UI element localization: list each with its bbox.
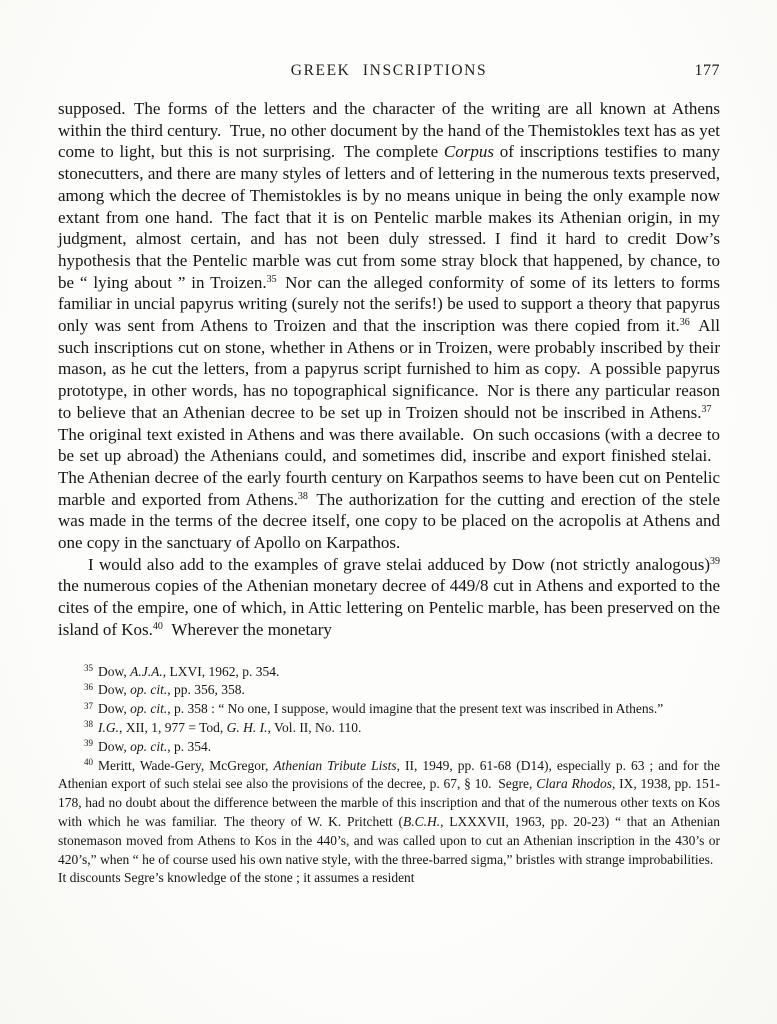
footnote-38	[58, 719, 720, 738]
text-run: Dow,	[98, 701, 131, 717]
text-run: Wherever the monetary	[162, 619, 332, 639]
text-run: The original text existed in Athens and was there available. On such occasions (with a decree to be set up abroad) the Athenians could, and sometimes did, inscribe and export finished stelai. The Athenian decree of the early fourth century on Karpathos seems to have been cut on Pentelic marble and exported from Athens.	[58, 402, 720, 509]
footnotes-section	[58, 663, 720, 889]
text-run: The authorization for the cutting and erection of the stele was made in the terms of the decree itself, one copy to be placed on the acropolis at Athens and one copy in the sanctuary of Apollo on Karpathos.	[58, 489, 721, 553]
footnote-number-35: 35	[84, 663, 93, 674]
text-run: Corpus	[443, 142, 494, 162]
body-text	[58, 98, 720, 641]
text-run: , p. 358 : “ No one, I suppose, would imagine that the present text was inscribed in Athens.”	[167, 701, 664, 717]
text-run: of inscriptions testifies to many stonecutters, and there are many styles of letters and of lettering in the numerous texts preserved, among which the decree of Themistokles is by no means unique in being the only example now extant from one hand. The fact that it is on Pentelic marble makes its Athenian origin, in my judgment, almost certain, and has not been duly stressed. I find it hard to credit Dow’s hypothesis that the Pentelic marble was cut from some stray block that happened, by chance, to be “ lying about ” in Troizen.	[58, 142, 720, 292]
text-run: , p. 354.	[167, 738, 212, 754]
text-run: op. cit.	[130, 682, 168, 698]
text-run: Nor can the alleged conformity of some of its letters to forms familiar in uncial papyrus writing (surely not the serifs!) be used to support a theory that papyrus only was sent from Athens to Troizen and that the inscription was there copied from it.	[58, 272, 721, 336]
footnote-reference: 35	[266, 273, 277, 285]
footnote-39	[58, 738, 720, 757]
footnote-reference: 40	[152, 620, 163, 632]
footnote-reference: 38	[297, 490, 308, 502]
text-run: the numerous copies of the Athenian monetary decree of 449/8 cut in Athens and exported to the cites of the empire, one of which, in Attic lettering on Pentelic marble, has been preserved on the island of Kos.	[58, 576, 720, 639]
text-run: A.J.A.	[130, 663, 163, 679]
text-run: B.C.H.	[402, 813, 441, 829]
text-run: Clara Rhodos	[536, 776, 612, 792]
text-run: , LXVI, 1962, p. 354.	[162, 663, 280, 679]
text-run: , pp. 356, 358.	[167, 682, 245, 698]
footnote-number-40: 40	[84, 757, 93, 768]
text-run: op. cit.	[130, 738, 168, 754]
footnote-40	[58, 757, 720, 889]
footnote-number-37: 37	[84, 700, 93, 711]
footnote-36	[58, 681, 720, 700]
footnote-number-39: 39	[84, 738, 93, 749]
footnote-text-39	[98, 739, 211, 754]
footnote-reference: 39	[710, 555, 720, 567]
footnote-text-40	[58, 758, 720, 886]
text-run: , XII, 1, 977 = Tod,	[119, 719, 227, 735]
text-run: , II, 1949, pp. 61-68 (D14), especially p. 63 ; and for the Athenian export of such stelai see also the provisions of the decree, p. 67, § 10. Segre,	[58, 757, 720, 792]
footnote-35	[58, 663, 720, 682]
paragraph-grave-stelai	[58, 554, 720, 641]
footnote-number-38: 38	[84, 719, 93, 730]
footnote-text-38	[98, 720, 361, 735]
text-run: supposed. The forms of the letters and the character of the writing are all known at Athens within the third century. True, no other document by the hand of the Themistokles text has as yet come to light, but this is not surprising. The complete	[58, 99, 720, 162]
page-header	[58, 62, 720, 79]
text-run: Meritt, Wade-Gery, McGregor,	[98, 757, 274, 773]
text-run: All such inscriptions cut on stone, whether in Athens or in Troizen, were probably inscribed by their mason, as he cut the letters, from a papyrus script furnished to him as copy. A possible papyrus prototype, in other words, has no topographical significance. Nor is there any particular reason to believe that an Athenian decree to be set up in Troizen should not be inscribed in Athens.	[58, 316, 720, 422]
footnote-text-36	[98, 682, 245, 697]
text-run: Dow,	[98, 663, 131, 679]
text-run: I.G.	[98, 719, 119, 735]
text-run: , LXXXVII, 1963, pp. 20-23) “ that an Athenian stonemason moved from Athens to Kos in the 440’s, and was called upon to cut an Athenian inscription in the 430’s or 420’s,” when “ he of course used his own native style, with the three-barred sigma,” bristles with strange improbabilities. It discounts Segre’s knowledge of the stone ; it assumes a resident	[58, 813, 720, 886]
text-run: , IX, 1938, pp. 151-178, had no doubt about the difference between the marble of this inscription and that of the numerous other texts on Kos with which he was familiar. The theory of W. K. Pritchett (	[58, 776, 721, 829]
text-run: , Vol. II, No. 110.	[267, 719, 362, 735]
text-run: G. H. I.	[226, 719, 268, 735]
paragraph-continued	[58, 98, 720, 554]
text-run: Dow,	[98, 682, 131, 698]
footnote-text-37	[98, 701, 663, 716]
footnote-37	[58, 700, 720, 719]
running-title: GREEK INSCRIPTIONS	[290, 62, 488, 79]
footnote-reference: 37	[701, 403, 712, 415]
footnote-number-36: 36	[84, 681, 93, 692]
text-run: Athenian Tribute Lists	[273, 757, 397, 773]
text-run: I would also add to the examples of grave stelai adduced by Dow (not strictly analogous)	[88, 554, 710, 574]
text-run: op. cit.	[130, 701, 168, 717]
page-number: 177	[694, 62, 720, 79]
footnote-text-35	[98, 664, 279, 679]
text-run: Dow,	[98, 738, 131, 754]
footnote-reference: 36	[679, 317, 690, 329]
